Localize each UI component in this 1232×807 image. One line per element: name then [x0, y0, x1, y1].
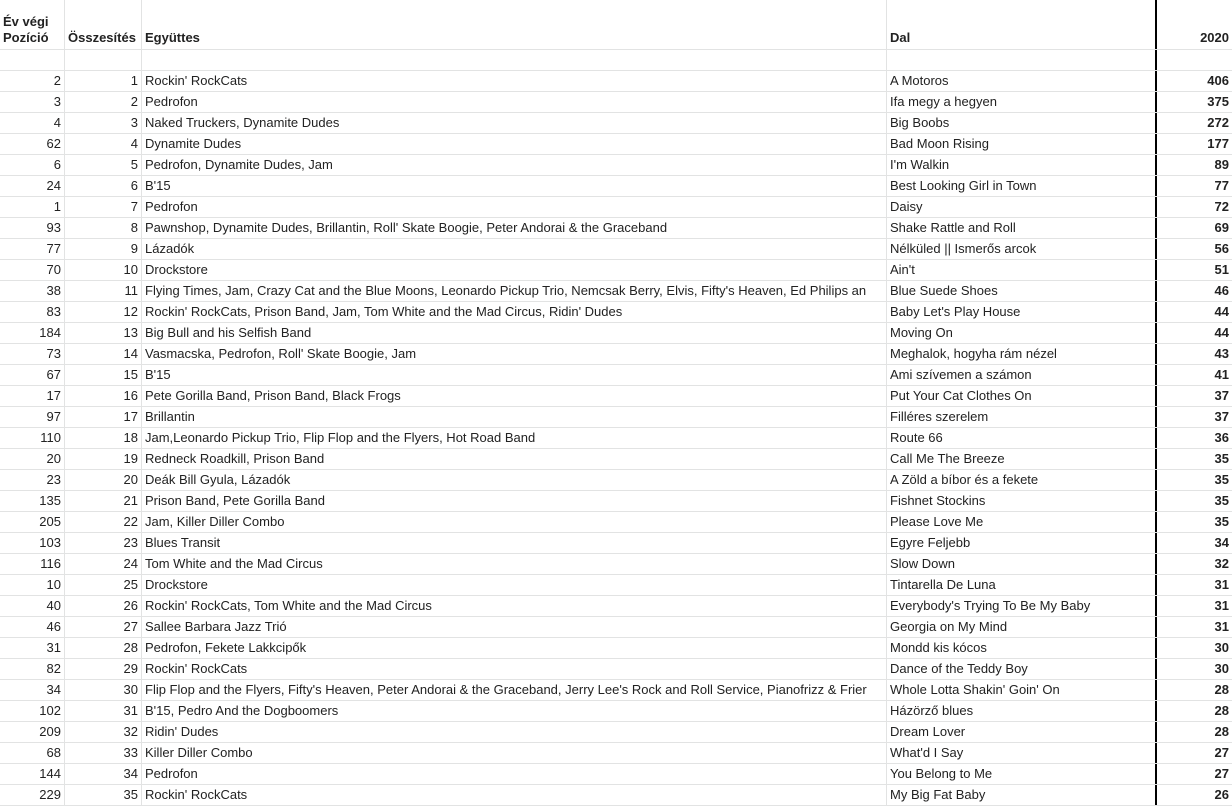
band-cell[interactable]: Killer Diller Combo: [142, 743, 887, 763]
song-cell[interactable]: Route 66: [887, 428, 1157, 448]
total-rank-cell[interactable]: 10: [65, 260, 142, 280]
year-2020-cell[interactable]: 72: [1214, 199, 1229, 214]
band-cell[interactable]: Rockin' RockCats: [142, 71, 887, 91]
position-cell[interactable]: 17: [0, 386, 65, 406]
position-cell[interactable]: 38: [0, 281, 65, 301]
table-row: [0, 323, 1232, 344]
year-2020-cell[interactable]: 34: [1214, 535, 1229, 550]
empty-row: [0, 50, 1232, 71]
band-cell[interactable]: Pedrofon, Dynamite Dudes, Jam: [142, 155, 887, 175]
year-2020-cell[interactable]: 37: [1214, 388, 1229, 403]
table-row: [0, 596, 1232, 617]
song-cell[interactable]: Házörző blues: [887, 701, 1157, 721]
band-cell[interactable]: Rockin' RockCats: [142, 659, 887, 679]
total-rank-cell[interactable]: 1: [65, 71, 142, 91]
year-2020-cell[interactable]: 77: [1214, 178, 1229, 193]
year-2020-cell[interactable]: 36: [1214, 430, 1229, 445]
table-row: [0, 71, 1232, 92]
year-2020-cell[interactable]: 69: [1214, 220, 1229, 235]
song-cell[interactable]: I'm Walkin: [887, 155, 1157, 175]
total-rank-cell[interactable]: 30: [65, 680, 142, 700]
year-2020-cell[interactable]: 30: [1214, 640, 1229, 655]
year-2020-cell[interactable]: 35: [1214, 514, 1229, 529]
song-cell[interactable]: You Belong to Me: [887, 764, 1157, 784]
position-cell[interactable]: 24: [0, 176, 65, 196]
year-2020-cell[interactable]: 28: [1214, 724, 1229, 739]
year-2020-cell[interactable]: 35: [1214, 493, 1229, 508]
song-cell[interactable]: Slow Down: [887, 554, 1157, 574]
position-cell[interactable]: 184: [0, 323, 65, 343]
band-cell[interactable]: Pedrofon: [142, 764, 887, 784]
band-cell[interactable]: Lázadók: [142, 239, 887, 259]
song-cell[interactable]: Everybody's Trying To Be My Baby: [887, 596, 1157, 616]
band-cell[interactable]: Rockin' RockCats, Tom White and the Mad Circus: [142, 596, 887, 616]
table-row: [0, 344, 1232, 365]
song-cell[interactable]: Daisy: [887, 197, 1157, 217]
song-cell[interactable]: Dream Lover: [887, 722, 1157, 742]
song-cell[interactable]: Big Boobs: [887, 113, 1157, 133]
position-cell[interactable]: 229: [0, 785, 65, 805]
total-rank-cell[interactable]: 14: [65, 344, 142, 364]
year-2020-cell[interactable]: 44: [1214, 304, 1229, 319]
band-cell[interactable]: Drockstore: [142, 575, 887, 595]
position-cell[interactable]: 77: [0, 239, 65, 259]
table-row: [0, 470, 1232, 491]
song-cell[interactable]: Put Your Cat Clothes On: [887, 386, 1157, 406]
song-cell[interactable]: A Motoros: [887, 71, 1157, 91]
position-cell[interactable]: 67: [0, 365, 65, 385]
empty-cell[interactable]: [142, 50, 887, 70]
song-cell[interactable]: Moving On: [887, 323, 1157, 343]
header-cell-year[interactable]: [1157, 0, 1232, 49]
band-cell[interactable]: Prison Band, Pete Gorilla Band: [142, 491, 887, 511]
song-cell[interactable]: My Big Fat Baby: [887, 785, 1157, 805]
position-cell[interactable]: 20: [0, 449, 65, 469]
total-rank-cell[interactable]: 34: [65, 764, 142, 784]
table-row: [0, 155, 1232, 176]
year-2020-cell[interactable]: 46: [1214, 283, 1229, 298]
table-row: [0, 554, 1232, 575]
band-cell[interactable]: Jam, Killer Diller Combo: [142, 512, 887, 532]
table-row: [0, 386, 1232, 407]
band-cell[interactable]: Sallee Barbara Jazz Trió: [142, 617, 887, 637]
band-cell[interactable]: Deák Bill Gyula, Lázadók: [142, 470, 887, 490]
table-row: [0, 134, 1232, 155]
position-cell[interactable]: 70: [0, 260, 65, 280]
header-position-line1: Év végi: [3, 14, 49, 29]
total-rank-cell[interactable]: 5: [65, 155, 142, 175]
song-cell[interactable]: Shake Rattle and Roll: [887, 218, 1157, 238]
band-cell[interactable]: Redneck Roadkill, Prison Band: [142, 449, 887, 469]
song-cell[interactable]: Ain't: [887, 260, 1157, 280]
band-cell[interactable]: Tom White and the Mad Circus: [142, 554, 887, 574]
band-cell[interactable]: B'15: [142, 365, 887, 385]
total-rank-cell[interactable]: 6: [65, 176, 142, 196]
position-cell[interactable]: 4: [0, 113, 65, 133]
table-row: [0, 491, 1232, 512]
total-rank-cell[interactable]: 20: [65, 470, 142, 490]
position-cell[interactable]: 2: [0, 71, 65, 91]
year-2020-cell[interactable]: 51: [1214, 262, 1229, 277]
song-cell[interactable]: Filléres szerelem: [887, 407, 1157, 427]
table-row: [0, 239, 1232, 260]
empty-cell[interactable]: [887, 50, 1157, 70]
position-cell[interactable]: 93: [0, 218, 65, 238]
header-row: [0, 0, 1232, 50]
song-cell[interactable]: Tintarella De Luna: [887, 575, 1157, 595]
band-cell[interactable]: Flip Flop and the Flyers, Fifty's Heaven, Peter Andorai & the Graceband, Jerry Lee's Rock and Roll Service, Pianofrizz & Frier: [142, 680, 887, 700]
band-cell[interactable]: Flying Times, Jam, Crazy Cat and the Blue Moons, Leonardo Pickup Trio, Nemcsak Berry, Elvis, Fifty's Heaven, Ed Philips an: [142, 281, 887, 301]
year-2020-cell[interactable]: 28: [1214, 682, 1229, 697]
position-cell[interactable]: 116: [0, 554, 65, 574]
song-cell[interactable]: Ami szívemen a számon: [887, 365, 1157, 385]
total-rank-cell[interactable]: 23: [65, 533, 142, 553]
table-row: [0, 512, 1232, 533]
header-total-label: Összesítés: [68, 30, 136, 45]
total-rank-cell[interactable]: 13: [65, 323, 142, 343]
year-2020-cell[interactable]: 272: [1207, 115, 1229, 130]
band-cell[interactable]: B'15: [142, 176, 887, 196]
position-cell[interactable]: 73: [0, 344, 65, 364]
total-rank-cell[interactable]: 16: [65, 386, 142, 406]
song-cell[interactable]: A Zöld a bíbor és a fekete: [887, 470, 1157, 490]
year-2020-cell[interactable]: 375: [1207, 94, 1229, 109]
empty-cell[interactable]: [0, 50, 65, 70]
total-rank-cell[interactable]: 7: [65, 197, 142, 217]
position-cell[interactable]: 103: [0, 533, 65, 553]
band-cell[interactable]: Vasmacska, Pedrofon, Roll' Skate Boogie, Jam: [142, 344, 887, 364]
header-cell-band[interactable]: [142, 0, 887, 49]
song-cell[interactable]: Baby Let's Play House: [887, 302, 1157, 322]
position-cell[interactable]: 97: [0, 407, 65, 427]
header-position-line2: Pozíció: [3, 30, 49, 45]
position-cell[interactable]: 144: [0, 764, 65, 784]
band-cell[interactable]: Pete Gorilla Band, Prison Band, Black Frogs: [142, 386, 887, 406]
year-2020-cell[interactable]: 56: [1214, 241, 1229, 256]
table-row: [0, 218, 1232, 239]
year-2020-cell[interactable]: 27: [1214, 745, 1229, 760]
year-2020-cell[interactable]: 28: [1214, 703, 1229, 718]
total-rank-cell[interactable]: 17: [65, 407, 142, 427]
band-cell[interactable]: Blues Transit: [142, 533, 887, 553]
song-cell[interactable]: Dance of the Teddy Boy: [887, 659, 1157, 679]
year-2020-cell[interactable]: 31: [1214, 619, 1229, 634]
table-row: [0, 722, 1232, 743]
table-row: [0, 113, 1232, 134]
song-cell[interactable]: Blue Suede Shoes: [887, 281, 1157, 301]
position-cell[interactable]: 62: [0, 134, 65, 154]
position-cell[interactable]: 3: [0, 92, 65, 112]
header-cell-position[interactable]: [0, 0, 65, 49]
song-cell[interactable]: Georgia on My Mind: [887, 617, 1157, 637]
band-cell[interactable]: Rockin' RockCats, Prison Band, Jam, Tom White and the Mad Circus, Ridin' Dudes: [142, 302, 887, 322]
position-cell[interactable]: 82: [0, 659, 65, 679]
header-song-label: Dal: [890, 30, 911, 45]
total-rank-cell[interactable]: 12: [65, 302, 142, 322]
total-rank-cell[interactable]: 4: [65, 134, 142, 154]
year-2020-cell[interactable]: 31: [1214, 598, 1229, 613]
band-cell[interactable]: Jam,Leonardo Pickup Trio, Flip Flop and the Flyers, Hot Road Band: [142, 428, 887, 448]
year-2020-cell[interactable]: 26: [1214, 787, 1229, 802]
band-cell[interactable]: Naked Truckers, Dynamite Dudes: [142, 113, 887, 133]
total-rank-cell[interactable]: 26: [65, 596, 142, 616]
year-2020-cell[interactable]: 32: [1214, 556, 1229, 571]
song-cell[interactable]: Nélküled || Ismerős arcok: [887, 239, 1157, 259]
table-row: [0, 617, 1232, 638]
table-row: [0, 449, 1232, 470]
empty-cell[interactable]: [1157, 50, 1232, 70]
total-rank-cell[interactable]: 9: [65, 239, 142, 259]
band-cell[interactable]: Pedrofon, Fekete Lakkcipők: [142, 638, 887, 658]
year-2020-cell[interactable]: 406: [1207, 73, 1229, 88]
total-rank-cell[interactable]: 11: [65, 281, 142, 301]
band-cell[interactable]: B'15, Pedro And the Dogboomers: [142, 701, 887, 721]
position-cell[interactable]: 205: [0, 512, 65, 532]
table-row: [0, 407, 1232, 428]
position-cell[interactable]: 1: [0, 197, 65, 217]
position-cell[interactable]: 23: [0, 470, 65, 490]
song-cell[interactable]: Please Love Me: [887, 512, 1157, 532]
total-rank-cell[interactable]: 32: [65, 722, 142, 742]
table-row: [0, 176, 1232, 197]
song-cell[interactable]: Mondd kis kócos: [887, 638, 1157, 658]
song-cell[interactable]: Bad Moon Rising: [887, 134, 1157, 154]
band-cell[interactable]: Big Bull and his Selfish Band: [142, 323, 887, 343]
band-cell[interactable]: Pawnshop, Dynamite Dudes, Brillantin, Roll' Skate Boogie, Peter Andorai & the Graceband: [142, 218, 887, 238]
band-cell[interactable]: Rockin' RockCats: [142, 785, 887, 805]
year-2020-cell[interactable]: 35: [1214, 451, 1229, 466]
band-cell[interactable]: Pedrofon: [142, 197, 887, 217]
position-cell[interactable]: 83: [0, 302, 65, 322]
position-cell[interactable]: 68: [0, 743, 65, 763]
empty-cell[interactable]: [65, 50, 142, 70]
song-cell[interactable]: Fishnet Stockins: [887, 491, 1157, 511]
total-rank-cell[interactable]: 27: [65, 617, 142, 637]
position-cell[interactable]: 31: [0, 638, 65, 658]
song-cell[interactable]: Call Me The Breeze: [887, 449, 1157, 469]
position-cell[interactable]: 40: [0, 596, 65, 616]
total-rank-cell[interactable]: 25: [65, 575, 142, 595]
band-cell[interactable]: Brillantin: [142, 407, 887, 427]
song-cell[interactable]: Meghalok, hogyha rám nézel: [887, 344, 1157, 364]
song-cell[interactable]: What'd I Say: [887, 743, 1157, 763]
year-2020-cell[interactable]: 30: [1214, 661, 1229, 676]
position-cell[interactable]: 46: [0, 617, 65, 637]
year-2020-cell[interactable]: 37: [1214, 409, 1229, 424]
total-rank-cell[interactable]: 8: [65, 218, 142, 238]
total-rank-cell[interactable]: 28: [65, 638, 142, 658]
table-row: [0, 764, 1232, 785]
total-rank-cell[interactable]: 22: [65, 512, 142, 532]
total-rank-cell[interactable]: 31: [65, 701, 142, 721]
table-row: [0, 92, 1232, 113]
total-rank-cell[interactable]: 24: [65, 554, 142, 574]
total-rank-cell[interactable]: 19: [65, 449, 142, 469]
total-rank-cell[interactable]: 2: [65, 92, 142, 112]
position-cell[interactable]: 135: [0, 491, 65, 511]
song-cell[interactable]: Egyre Feljebb: [887, 533, 1157, 553]
band-cell[interactable]: Ridin' Dudes: [142, 722, 887, 742]
table-row: [0, 785, 1232, 806]
total-rank-cell[interactable]: 15: [65, 365, 142, 385]
total-rank-cell[interactable]: 18: [65, 428, 142, 448]
band-cell[interactable]: Drockstore: [142, 260, 887, 280]
band-cell[interactable]: Dynamite Dudes: [142, 134, 887, 154]
table-row: [0, 743, 1232, 764]
position-cell[interactable]: 10: [0, 575, 65, 595]
table-row: [0, 701, 1232, 722]
band-cell[interactable]: Pedrofon: [142, 92, 887, 112]
total-rank-cell[interactable]: 21: [65, 491, 142, 511]
header-band-label: Együttes: [145, 30, 200, 45]
table-row: [0, 281, 1232, 302]
table-row: [0, 638, 1232, 659]
table-row: [0, 428, 1232, 449]
year-2020-cell[interactable]: 89: [1214, 157, 1229, 172]
position-cell[interactable]: 110: [0, 428, 65, 448]
table-row: [0, 659, 1232, 680]
table-row: [0, 365, 1232, 386]
position-cell[interactable]: 102: [0, 701, 65, 721]
song-cell[interactable]: Ifa megy a hegyen: [887, 92, 1157, 112]
position-cell[interactable]: 209: [0, 722, 65, 742]
header-year-label: 2020: [1200, 30, 1229, 45]
position-cell[interactable]: 34: [0, 680, 65, 700]
table-row: [0, 260, 1232, 281]
song-cell[interactable]: Best Looking Girl in Town: [887, 176, 1157, 196]
year-2020-cell[interactable]: 44: [1214, 325, 1229, 340]
table-row: [0, 197, 1232, 218]
year-2020-cell[interactable]: 31: [1214, 577, 1229, 592]
table-row: [0, 680, 1232, 701]
table-row: [0, 302, 1232, 323]
song-cell[interactable]: Whole Lotta Shakin' Goin' On: [887, 680, 1157, 700]
position-cell[interactable]: 6: [0, 155, 65, 175]
year-2020-cell[interactable]: 41: [1214, 367, 1229, 382]
total-rank-cell[interactable]: 35: [65, 785, 142, 805]
year-2020-cell[interactable]: 177: [1207, 136, 1229, 151]
year-2020-cell[interactable]: 43: [1214, 346, 1229, 361]
year-2020-cell[interactable]: 35: [1214, 472, 1229, 487]
header-cell-song[interactable]: [887, 0, 1157, 49]
total-rank-cell[interactable]: 3: [65, 113, 142, 133]
header-cell-total[interactable]: [65, 0, 142, 49]
total-rank-cell[interactable]: 33: [65, 743, 142, 763]
table-row: [0, 575, 1232, 596]
table-row: [0, 533, 1232, 554]
total-rank-cell[interactable]: 29: [65, 659, 142, 679]
year-2020-cell[interactable]: 27: [1214, 766, 1229, 781]
